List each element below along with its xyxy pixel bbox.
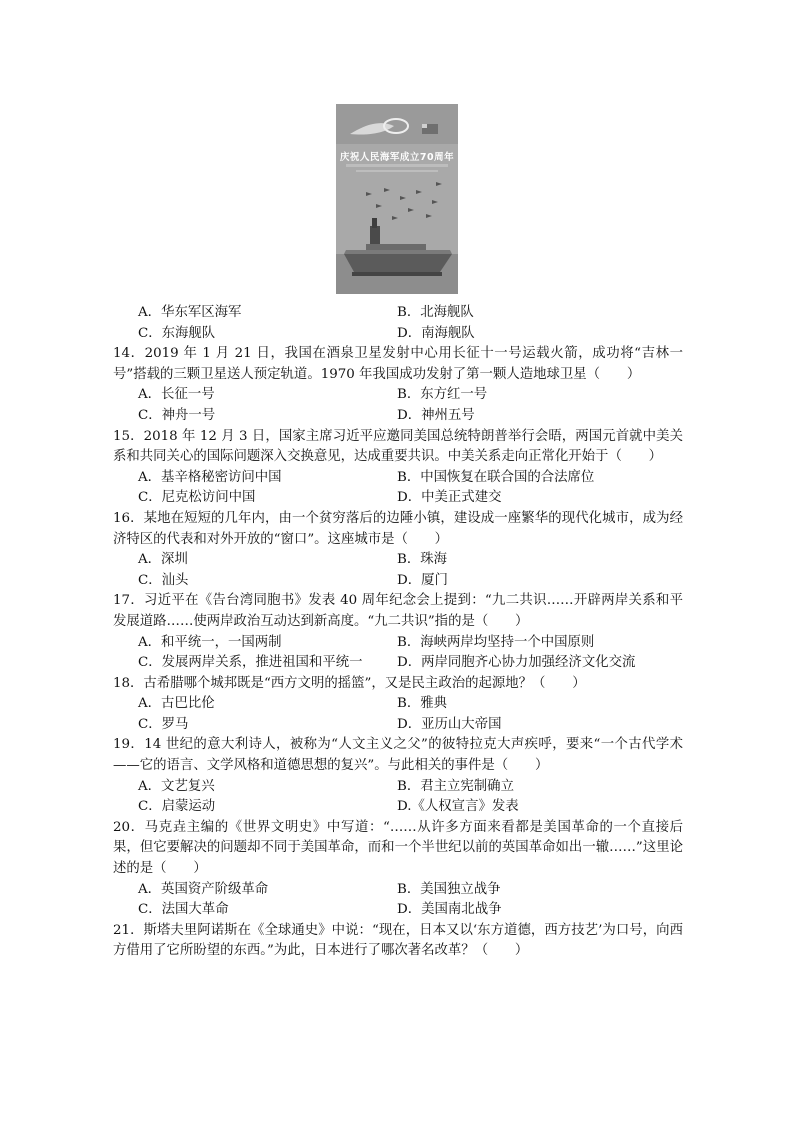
q18-option-b[interactable]: B．雅典 bbox=[397, 696, 448, 712]
q13-options-row-1 bbox=[113, 303, 683, 324]
q20-options-row-2 bbox=[113, 900, 683, 921]
q13-option-b[interactable]: B．北海舰队 bbox=[397, 305, 474, 320]
q18-option-d[interactable]: D．亚历山大帝国 bbox=[397, 716, 502, 732]
q14-option-b[interactable]: B．东方红一号 bbox=[397, 387, 488, 403]
q15-option-c[interactable]: C．尼克松访问中国 bbox=[138, 490, 256, 506]
q17-options-row-2 bbox=[113, 653, 683, 674]
q19-options-row-1 bbox=[113, 777, 683, 798]
q17-option-a[interactable]: A．和平统一，一国两制 bbox=[138, 634, 282, 650]
q16-stem: 16．某地在短短的几年内，由一个贫穷落后的边陲小镇，建设成一座繁华的现代化城市，成为经济特区的代表和对外开放的“窗口”。这座城市是（ ） bbox=[113, 510, 683, 547]
q18-stem: 18．古希腊哪个城邦既是“西方文明的摇篮”，又是民主政治的起源地？（ ） bbox=[113, 675, 586, 691]
q20-options-row-1 bbox=[113, 880, 683, 901]
q18-options-row-2 bbox=[113, 715, 683, 736]
q13-option-c[interactable]: C．东海舰队 bbox=[138, 325, 216, 341]
q17-stem: 17．习近平在《告台湾同胞书》发表 40 周年纪念会上提到：“九二共识……开辟两岸关系和平发展道路……使两岸政治互动达到新高度。“九二共识”指的是（ ） bbox=[113, 593, 683, 629]
q19-option-c[interactable]: C．启蒙运动 bbox=[138, 799, 216, 815]
q18-options-row-1 bbox=[113, 694, 683, 715]
q16-option-a[interactable]: A．深圳 bbox=[138, 552, 188, 568]
q19-option-a[interactable]: A．文艺复兴 bbox=[138, 778, 215, 794]
q19-option-d[interactable]: D.《人权宣言》发表 bbox=[397, 799, 519, 815]
q17-option-b[interactable]: B．海峡两岸均坚持一个中国原则 bbox=[397, 634, 595, 650]
q18-option-a[interactable]: A．古巴比伦 bbox=[138, 696, 215, 712]
q20-option-c[interactable]: C．法国大革命 bbox=[138, 902, 229, 918]
q14-option-d[interactable]: D．神州五号 bbox=[397, 407, 475, 423]
q17-option-c[interactable]: C．发展两岸关系，推进祖国和平统一 bbox=[138, 655, 363, 671]
poster-title: 庆祝人民海军成立70周年 bbox=[339, 152, 455, 163]
q15-options-row-2 bbox=[113, 488, 683, 509]
navy-anniversary-poster bbox=[336, 104, 458, 294]
q16-option-c[interactable]: C．汕头 bbox=[138, 572, 189, 588]
q17-option-d[interactable]: D．两岸同胞齐心协力加强经济文化交流 bbox=[397, 655, 636, 671]
q19-option-b[interactable]: B．君主立宪制确立 bbox=[397, 778, 514, 794]
aircraft-carrier-image bbox=[336, 104, 458, 294]
q14-option-a[interactable]: A．长征一号 bbox=[138, 387, 215, 403]
q16-option-d[interactable]: D．厦门 bbox=[397, 572, 448, 588]
q13-option-d[interactable]: D．南海舰队 bbox=[397, 325, 475, 341]
q18-option-c[interactable]: C．罗马 bbox=[138, 716, 189, 732]
q20-option-a[interactable]: A．英国资产阶级革命 bbox=[138, 881, 269, 897]
q15-option-d[interactable]: D．中美正式建交 bbox=[397, 490, 502, 506]
q15-option-a[interactable]: A．基辛格秘密访问中国 bbox=[138, 469, 282, 485]
q14-options-row-1 bbox=[113, 385, 683, 406]
q15-options-row-1 bbox=[113, 468, 683, 489]
q19-options-row-2 bbox=[113, 797, 683, 818]
q15-stem: 15．2018 年 12 月 3 日，国家主席习近平应邀同美国总统特朗普举行会晤，两国元首就中美关系和共同关心的国际问题深入交换意见，达成重要共识。中美关系走向正常化开始于（ ） bbox=[113, 428, 683, 465]
q16-options-row-1 bbox=[113, 550, 683, 571]
q14-options-row-2 bbox=[113, 406, 683, 427]
q16-options-row-2 bbox=[113, 571, 683, 592]
q14-stem: 14．2019 年 1 月 21 日，我国在酒泉卫星发射中心用长征十一号运载火箭，成功将“吉林一号”搭载的三颗卫星送人预定轨道。1970 年我国成功发射了第一颗人造地球卫星（ ） bbox=[113, 346, 683, 382]
question-list bbox=[113, 303, 683, 962]
q17-options-row-1 bbox=[113, 633, 683, 654]
q13-option-a[interactable]: A．华东军区海军 bbox=[138, 305, 242, 320]
q19-stem: 19．14 世纪的意大利诗人，被称为“人文主义之父”的彼特拉克大声疾呼，要来“一个古代学术——它的语言、文学风格和道德思想的复兴”。与此相关的事件是（ ） bbox=[113, 737, 683, 774]
q20-stem: 20．马克垚主编的《世界文明史》中写道：“……从许多方面来看都是美国革命的一个直接后果，但它要解决的问题却不同于美国革命，而和一个半世纪以前的英国革命如出一辙……”这里论述的是（ ） bbox=[113, 819, 683, 877]
q16-option-b[interactable]: B．珠海 bbox=[397, 552, 448, 568]
q15-option-b[interactable]: B．中国恢复在联合国的合法席位 bbox=[397, 469, 595, 485]
q20-option-b[interactable]: B．美国独立战争 bbox=[397, 881, 501, 897]
q14-option-c[interactable]: C．神舟一号 bbox=[138, 407, 216, 423]
q21-stem: 21．斯塔夫里阿诺斯在《全球通史》中说：“现在，日本又以‘东方道德，西方技艺’为口号，向西方借用了它所盼望的东西。”为此，日本进行了哪次著名改革？（ ） bbox=[113, 922, 683, 959]
q20-option-d[interactable]: D．美国南北战争 bbox=[397, 902, 502, 918]
q13-options-row-2 bbox=[113, 324, 683, 345]
